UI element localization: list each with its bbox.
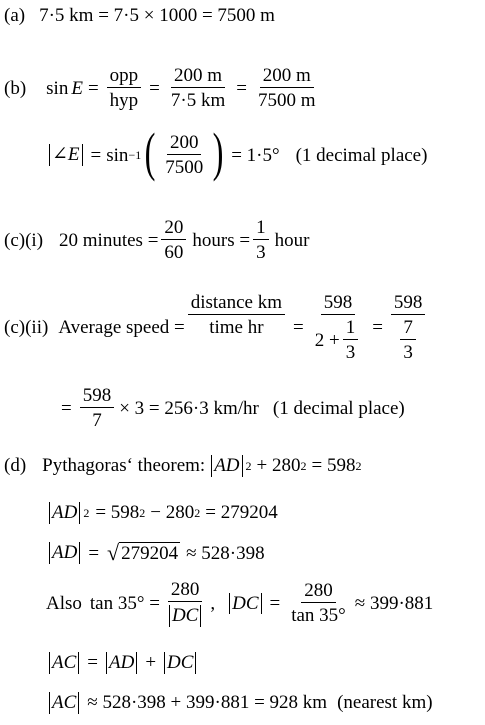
fraction-1-3: [343, 318, 359, 362]
fraction-280-tan35: [288, 581, 349, 625]
part-b-line-1: [4, 66, 322, 110]
plus-280: + 280: [256, 455, 301, 477]
frac-den-compound: [394, 315, 422, 362]
approx-399: ≈ 399·881: [354, 592, 434, 614]
frac-den-mixed: [312, 315, 364, 362]
frac-num: 598: [391, 293, 426, 315]
speed-result: × 3 = 256·3 km/hr: [119, 397, 259, 419]
frac-num: 1: [343, 318, 359, 340]
fraction-7-3: [400, 318, 416, 362]
equals-598: = 598: [311, 455, 356, 477]
part-ci-line: [4, 218, 309, 262]
part-d-label: (d): [4, 455, 27, 477]
abs-dc: DC: [229, 593, 261, 615]
part-d-line-5: [46, 652, 199, 674]
rounding-note: (1 decimal place): [272, 397, 405, 419]
frac-num: 200 m: [260, 66, 314, 88]
fraction-200m-7500m: [255, 66, 319, 110]
abs-ac: AC: [49, 692, 79, 714]
part-a-line: [4, 6, 275, 25]
part-d-line-4: [46, 580, 433, 627]
part-b-label: (b): [4, 77, 27, 99]
frac-num: opp: [107, 66, 142, 88]
frac-num: 280: [168, 580, 203, 602]
plus: +: [145, 652, 157, 674]
frac-den: tan 35°: [291, 605, 346, 627]
frac-num: 20: [161, 218, 186, 240]
part-cii-label: (c)(ii): [4, 317, 49, 338]
tan-35-text: tan 35° =: [89, 592, 160, 614]
equals: =: [236, 77, 247, 99]
frac-num: 200 m: [171, 66, 225, 88]
radical-sign-icon: √: [107, 540, 120, 565]
rounding-note: (1 decimal place): [295, 144, 428, 166]
fraction-distance-time: [188, 293, 285, 337]
parenthesized-fraction: ( $\frac{200}{7500}$ ): [144, 122, 224, 182]
whole-part: 2 +: [314, 329, 340, 351]
frac-den: hyp: [109, 90, 139, 111]
frac-num: 280: [301, 581, 336, 603]
fraction-598-7over3: [391, 293, 426, 362]
angle-result: = 1·5°: [231, 144, 280, 166]
square-root: [107, 542, 180, 564]
fraction-200m-7.5km: [168, 66, 228, 110]
fraction-1-3: [253, 218, 269, 262]
part-a-equation: 7·5 km = 7·5 × 1000 = 7500 m: [39, 5, 275, 26]
frac-num: 598: [80, 386, 115, 408]
equals: =: [90, 144, 102, 166]
part-ci-label: (c)(i): [4, 229, 44, 251]
comma: ,: [210, 592, 216, 614]
minutes-text: 20 minutes =: [59, 229, 159, 251]
part-cii-line-2: = $\frac{598}{7}$ × 3 = 256·3 km/hr (1 decimal place): [61, 385, 405, 431]
var-e: E: [71, 77, 83, 99]
equals: =: [87, 77, 99, 99]
abs-ad: AD: [49, 542, 80, 564]
equals-598: = 598: [95, 502, 140, 524]
equals: =: [269, 592, 281, 614]
fraction-opp-hyp: [107, 66, 142, 110]
frac-num: 200: [167, 133, 202, 155]
frac-den: 60: [164, 242, 184, 263]
abs-ad: AD: [211, 455, 242, 477]
frac-den: time hr: [209, 317, 264, 338]
frac-den: 3: [256, 242, 266, 263]
part-d-line-2: AD 2 = 598 2 − 280 2 = 279204: [46, 502, 278, 524]
approx-528: ≈ 528·398: [186, 542, 265, 564]
hour-text: hour: [274, 229, 310, 251]
part-d-line-3: [46, 542, 265, 564]
frac-num: 598: [321, 293, 356, 315]
fraction-20-60: [161, 218, 186, 262]
final-result: ≈ 528·398 + 399·881 = 928 km: [87, 692, 328, 714]
fraction-280-dc: [163, 580, 207, 627]
part-b-line-2: ∠E = sin −1 ( $\frac{200}{7500}$ ) = 1·5° (1 decimal place): [46, 131, 427, 179]
part-a-label: (a): [4, 5, 26, 26]
frac-num: 7: [400, 318, 416, 340]
equals: =: [149, 77, 160, 99]
frac-den: 7500 m: [257, 90, 316, 111]
average-speed-text: Average speed =: [58, 317, 185, 338]
sin-label: sin: [46, 77, 69, 99]
frac-den: 3: [403, 342, 413, 363]
radicand: 279204: [121, 543, 179, 564]
frac-den: 7500: [165, 157, 204, 178]
equals-279204: = 279204: [205, 502, 278, 524]
part-cii-line-1: (c)(ii) Average speed = $\frac{\text{distance km}}{\text{time hr}}$ = 598 2 + $\frac{1}{3}$ = $\frac{598}{\frac{7}{3}}$: [4, 293, 428, 362]
pythagoras-text: Pythagoras‘ theorem:: [42, 455, 206, 477]
fraction-200-7500: [162, 133, 206, 177]
angle-e-abs: ∠E: [49, 144, 83, 166]
frac-num: distance km: [188, 293, 285, 315]
abs-dc: DC: [164, 652, 196, 674]
abs-ad: AD: [106, 652, 137, 674]
abs-ad: AD: [49, 502, 80, 524]
inverse-sin: sin: [106, 144, 129, 166]
frac-num: 1: [253, 218, 269, 240]
abs-ac: AC: [49, 652, 79, 674]
rounding-note: (nearest km): [337, 692, 433, 714]
fraction-598-7: [80, 386, 115, 430]
frac-den: 7: [92, 410, 102, 431]
minus-280: − 280: [150, 502, 195, 524]
fraction-598-mixed: [312, 293, 364, 362]
frac-den: 7·5 km: [170, 90, 226, 111]
equals: =: [87, 652, 98, 674]
abs-dc: DC: [169, 605, 201, 627]
equals: =: [88, 542, 100, 564]
part-d-line-1: (d) Pythagoras‘ theorem: AD 2 + 280 2 = 598 2: [4, 455, 362, 477]
hours-text: hours =: [192, 229, 251, 251]
part-d-line-6: [46, 692, 433, 714]
frac-den: 3: [345, 342, 356, 363]
also-text: Also: [46, 592, 82, 614]
